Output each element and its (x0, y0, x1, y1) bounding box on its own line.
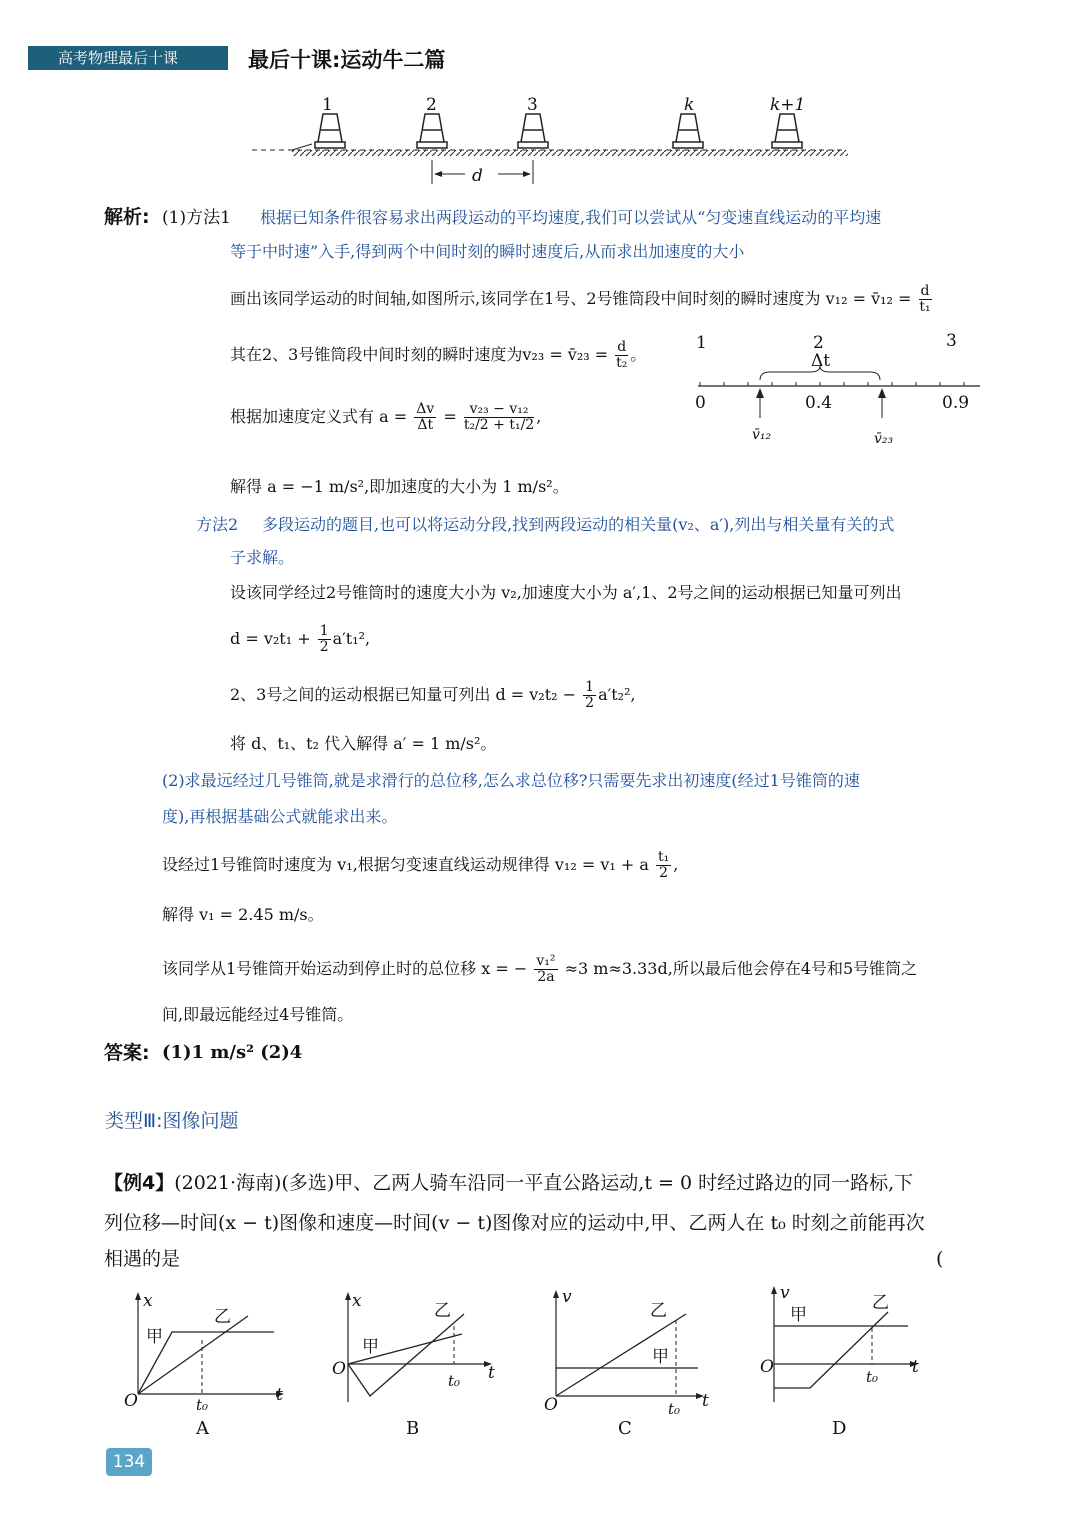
example-line2: 列位移—时间(x − t)图像和速度—时间(v − t)图像对应的运动中,甲、乙两人在 t₀ 时刻之前能再次 (104, 1212, 925, 1234)
graph-c-yi: 乙 (650, 1301, 667, 1321)
cone-label-k1: k+1 (770, 95, 806, 115)
graph-b-origin: O (332, 1359, 346, 1379)
part2-line5-text-b: ≈3 m≈3.33d,所以最后他会停在4号和5号锥筒之 (564, 959, 918, 978)
graph-b-t0: t₀ (448, 1372, 461, 1390)
cone-label-k: k (684, 95, 695, 115)
example-line1 (104, 1170, 913, 1196)
timeline-delta: Δt (811, 351, 831, 371)
timeline-tick-04: 0.4 (805, 393, 833, 413)
method2-line4: d = v₂t₁ + $\frac{1}{2}$ a′t₁², (230, 623, 371, 655)
cone-4 (673, 114, 703, 148)
frac-accel: $\frac{\text{v₂₃ − v₁₂}}{\text{t₂/2 + t₁/2}}$ (463, 401, 535, 433)
distance-label: d (472, 166, 483, 186)
example-line1-text: (2021·海南)(多选)甲、乙两人骑车沿同一平直公路运动,t = 0 时经过路边的同一路标,下 (174, 1172, 914, 1194)
cone-1 (315, 114, 345, 148)
graph-b-xaxis: t (488, 1363, 495, 1383)
page-number: 134 (106, 1448, 152, 1476)
example-paren: ( (936, 1248, 944, 1270)
part2-line6: 间,即最远能经过4号锥筒。 (162, 1005, 354, 1024)
timeline-diagram (690, 326, 990, 446)
method1-line4-text: 其在2、3号锥筒段中间时刻的瞬时速度为v₂₃ = v̄₂₃ = (230, 345, 609, 364)
example-line3: 相遇的是 (104, 1248, 181, 1270)
part2-line5-text-a: 该同学从1号锥筒开始运动到停止时的总位移 x = − (162, 959, 528, 978)
graph-d-yaxis: v (780, 1283, 790, 1303)
cone-2 (417, 114, 447, 148)
solution-label: 解析: (104, 206, 150, 228)
graph-d-t0: t₀ (866, 1368, 879, 1386)
type-heading: 类型Ⅲ:图像问题 (105, 1110, 239, 1132)
timeline-tick-0: 0 (695, 393, 706, 413)
method2-label: 方法2 (196, 515, 239, 534)
graph-c-xaxis: t (702, 1391, 709, 1411)
graph-a-t0: t₀ (196, 1396, 209, 1414)
method1-line3 (230, 284, 934, 315)
frac-t1-2: $\frac{\text{t₁}}{2}$ (658, 849, 670, 881)
frac-dv-dt: $\frac{\Delta v}{\Delta t}$ (416, 401, 435, 433)
cone-5 (772, 114, 802, 148)
cone-label-1: 1 (322, 95, 333, 115)
method2-line3: 设该同学经过2号锥筒时的速度大小为 v₂,加速度大小为 a′,1、2号之间的运动根据已知量可列出 (230, 583, 902, 602)
graph-d-xaxis: t (912, 1357, 919, 1377)
method1-line4: 其在2、3号锥筒段中间时刻的瞬时速度为v₂₃ = v̄₂₃ = $\frac{d}{\text{t₂}}$ 。 (230, 339, 647, 371)
part1-intro: (1)方法1 (162, 208, 231, 228)
series-badge: 高考物理最后十课 (28, 46, 228, 70)
header-title: 最后十课:运动牛二篇 (248, 48, 446, 72)
graph-b-yi: 乙 (434, 1301, 451, 1321)
graph-a-origin: O (124, 1391, 138, 1411)
answer-label: 答案: (104, 1042, 150, 1064)
graph-b-jia: 甲 (362, 1337, 379, 1357)
badge-stripes (206, 46, 230, 70)
method1-line5: 根据加速度定义式有 a = $\frac{\Delta v}{\Delta t}$ = $\frac{\text{v₂₃ − v₁₂}}{\text{t₂/2 + t₁/2}}$ , (230, 401, 542, 433)
method1-line5-text: 根据加速度定义式有 a = (230, 407, 408, 426)
graph-c-jia: 甲 (652, 1347, 669, 1367)
graph-a-yaxis: x (143, 1291, 153, 1311)
timeline-top-3: 3 (946, 331, 957, 351)
graph-d-yi: 乙 (872, 1293, 889, 1313)
timeline-top-2: 2 (813, 333, 824, 353)
cone-3 (518, 114, 548, 148)
cone-label-3: 3 (527, 95, 538, 115)
example-tag: 【例4】 (104, 1172, 175, 1194)
graph-c-t0: t₀ (668, 1400, 681, 1418)
frac-half-1: $\frac{1}{2}$ (319, 623, 329, 655)
part2-line3-text: 设经过1号锥筒时速度为 v₁,根据匀变速直线运动规律得 v₁₂ = v₁ + a (162, 855, 649, 874)
method2-line5: 2、3号之间的运动根据已知量可列出 d = v₂t₂ − $\frac{1}{2}$ a′t₂², (230, 679, 636, 711)
graph-a-yi: 乙 (214, 1307, 231, 1327)
method1-line2: 等于中时速”入手,得到两个中间时刻的瞬时速度后,从而求出加速度的大小 (230, 242, 745, 261)
frac-d-t1: $\frac{d}{\text{t₁}}$ (919, 283, 931, 315)
method1-line3-text: 画出该同学运动的时间轴,如图所示,该同学在1号、2号锥筒段中间时刻的瞬时速度为 v₁₂ = v̄₁₂ = (230, 289, 912, 308)
graph-d-option: D (832, 1418, 847, 1439)
graph-c-yaxis: v (562, 1287, 572, 1307)
method1-line1: 根据已知条件很容易求出两段运动的平均速度,我们可以尝试从“匀变速直线运动的平均速 (260, 208, 882, 227)
part2-line2: 度),再根据基础公式就能求出来。 (162, 807, 398, 826)
timeline-top-1: 1 (696, 333, 707, 353)
timeline-v23: v̄₂₃ (874, 431, 894, 447)
method2-line2: 子求解。 (230, 548, 295, 567)
cone-label-2: 2 (426, 95, 437, 115)
part2-line1: (2)求最远经过几号锥筒,就是求滑行的总位移,怎么求总位移?只需要先求出初速度(经过1号锥筒的速 (162, 771, 860, 790)
graph-b-yaxis: x (352, 1291, 362, 1311)
frac-half-2: $\frac{1}{2}$ (585, 679, 595, 711)
method2-line6: 将 d、t₁、t₂ 代入解得 a′ = 1 m/s²。 (230, 734, 497, 753)
graph-a-xaxis: t (276, 1385, 283, 1405)
part2-line5 (162, 954, 917, 985)
graph-a-option: A (196, 1418, 209, 1439)
frac-v1sq-2a: $\frac{\text{v₁²}}{2a}$ (536, 953, 556, 985)
cones-diagram (250, 92, 850, 188)
answer-text: (1)1 m/s² (2)4 (162, 1042, 303, 1063)
method2-line1: 多段运动的题目,也可以将运动分段,找到两段运动的相关量(v₂、a′),列出与相关量有关的式 (262, 515, 895, 534)
graph-c-origin: O (544, 1395, 558, 1415)
method2-line4-text: d = v₂t₁ + (230, 629, 316, 648)
graph-a-jia: 甲 (146, 1327, 163, 1347)
timeline-v12: v̄₁₂ (752, 427, 772, 443)
part2-line3: 设经过1号锥筒时速度为 v₁,根据匀变速直线运动规律得 v₁₂ = v₁ + a $\frac{\text{t₁}}{2}$ , (162, 849, 679, 881)
graph-b-option: B (406, 1418, 420, 1439)
graph-d-jia: 甲 (790, 1305, 807, 1325)
timeline-tick-09: 0.9 (942, 393, 970, 413)
graph-d-origin: O (760, 1357, 774, 1377)
frac-d-t2: $\frac{d}{\text{t₂}}$ (616, 339, 628, 371)
part2-line4: 解得 v₁ = 2.45 m/s。 (162, 905, 324, 924)
method1-line6: 解得 a = −1 m/s²,即加速度的大小为 1 m/s²。 (230, 477, 569, 496)
method2-line5-text: 2、3号之间的运动根据已知量可列出 d = v₂t₂ − (230, 685, 582, 704)
graph-c-option: C (618, 1418, 632, 1439)
